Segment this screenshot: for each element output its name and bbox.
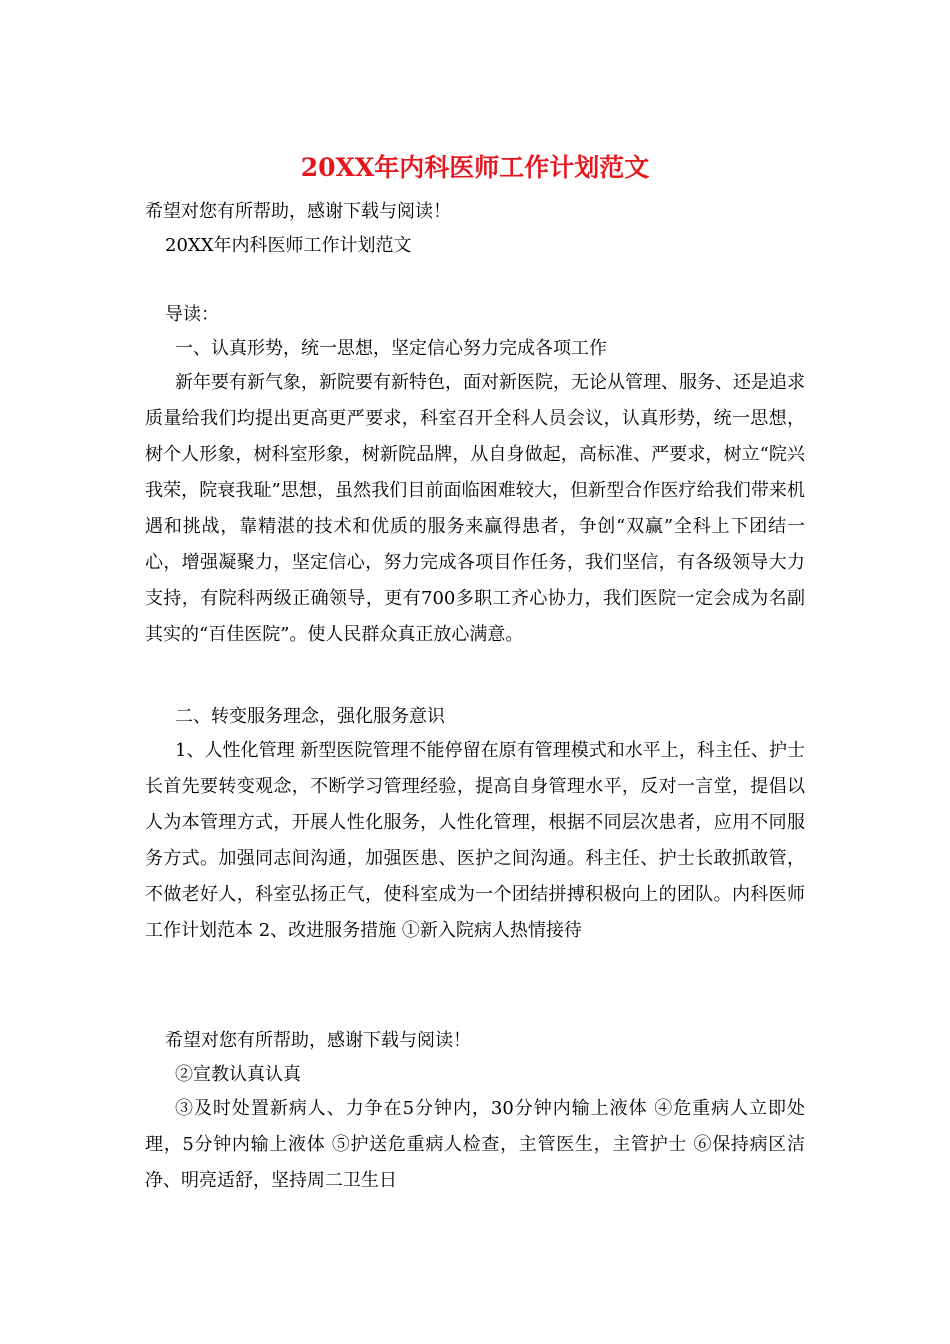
list-item-3-5: ③及时处置新病人、力争在5分钟内，30分钟内输上液体 ④危重病人立即处理，5分钟内输上液体 ⑤护送危重病人检查，主管医生，主管护士 ⑥保持病区洁净、明亮适舒，坚持周二卫生日 <box>145 1098 805 1191</box>
guide-label: 导读： <box>165 304 219 325</box>
section1-heading: 一、认真形势，统一思想，坚定信心努力完成各项工作 <box>175 338 607 359</box>
list-item-2: ②宣教认真认真 <box>175 1064 301 1085</box>
section2-heading: 二、转变服务理念，强化服务意识 <box>175 706 445 727</box>
document-title: 20XX年内科医师工作计划范文 <box>300 153 650 182</box>
section1-body: 新年要有新气象，新院要有新特色，面对新医院，无论从管理、服务、还是追求质量给我们均提出更高更严要求，科室召开全科人员会议，认真形势，统一思想，树个人形象，树科室形象，树新院品牌，从自身做起，高标准、严要求，树立“院兴我荣，院衰我耻”思想，虽然我们目前面临困难较大，但新型合作医疗给我们带来机遇和挑战，靠精湛的技术和优质的服务来赢得患者，争创“双赢”全科上下团结一心，增强凝聚力，坚定信心，努力完成各项目作任务，我们坚信，有各级领导大力支持，有院科两级正确领导，更有700多职工齐心协力，我们医院一定会成为名副其实的“百佳医院”。使人民群众真正放心满意。 <box>145 372 805 645</box>
section2-body: 1、人性化管理 新型医院管理不能停留在原有管理模式和水平上，科主任、护士长首先要转变观念，不断学习管理经验，提高自身管理水平，反对一言堂，提倡以人为本管理方式，开展人性化服务，人性化管理，根据不同层次患者，应用不同服务方式。加强同志间沟通，加强医患、医护之间沟通。科主任、护士长敢抓敢管，不做老好人，科室弘扬正气，使科室成为一个团结拼搏积极向上的团队。内科医师工作计划范本 2、改进服务措施 ①新入院病人热情接待 <box>145 740 805 941</box>
document-subtitle: 20XX年内科医师工作计划范文 <box>165 235 412 256</box>
intro-line: 希望对您有所帮助，感谢下载与阅读！ <box>145 201 451 222</box>
outro-line: 希望对您有所帮助，感谢下载与阅读！ <box>165 1030 471 1051</box>
